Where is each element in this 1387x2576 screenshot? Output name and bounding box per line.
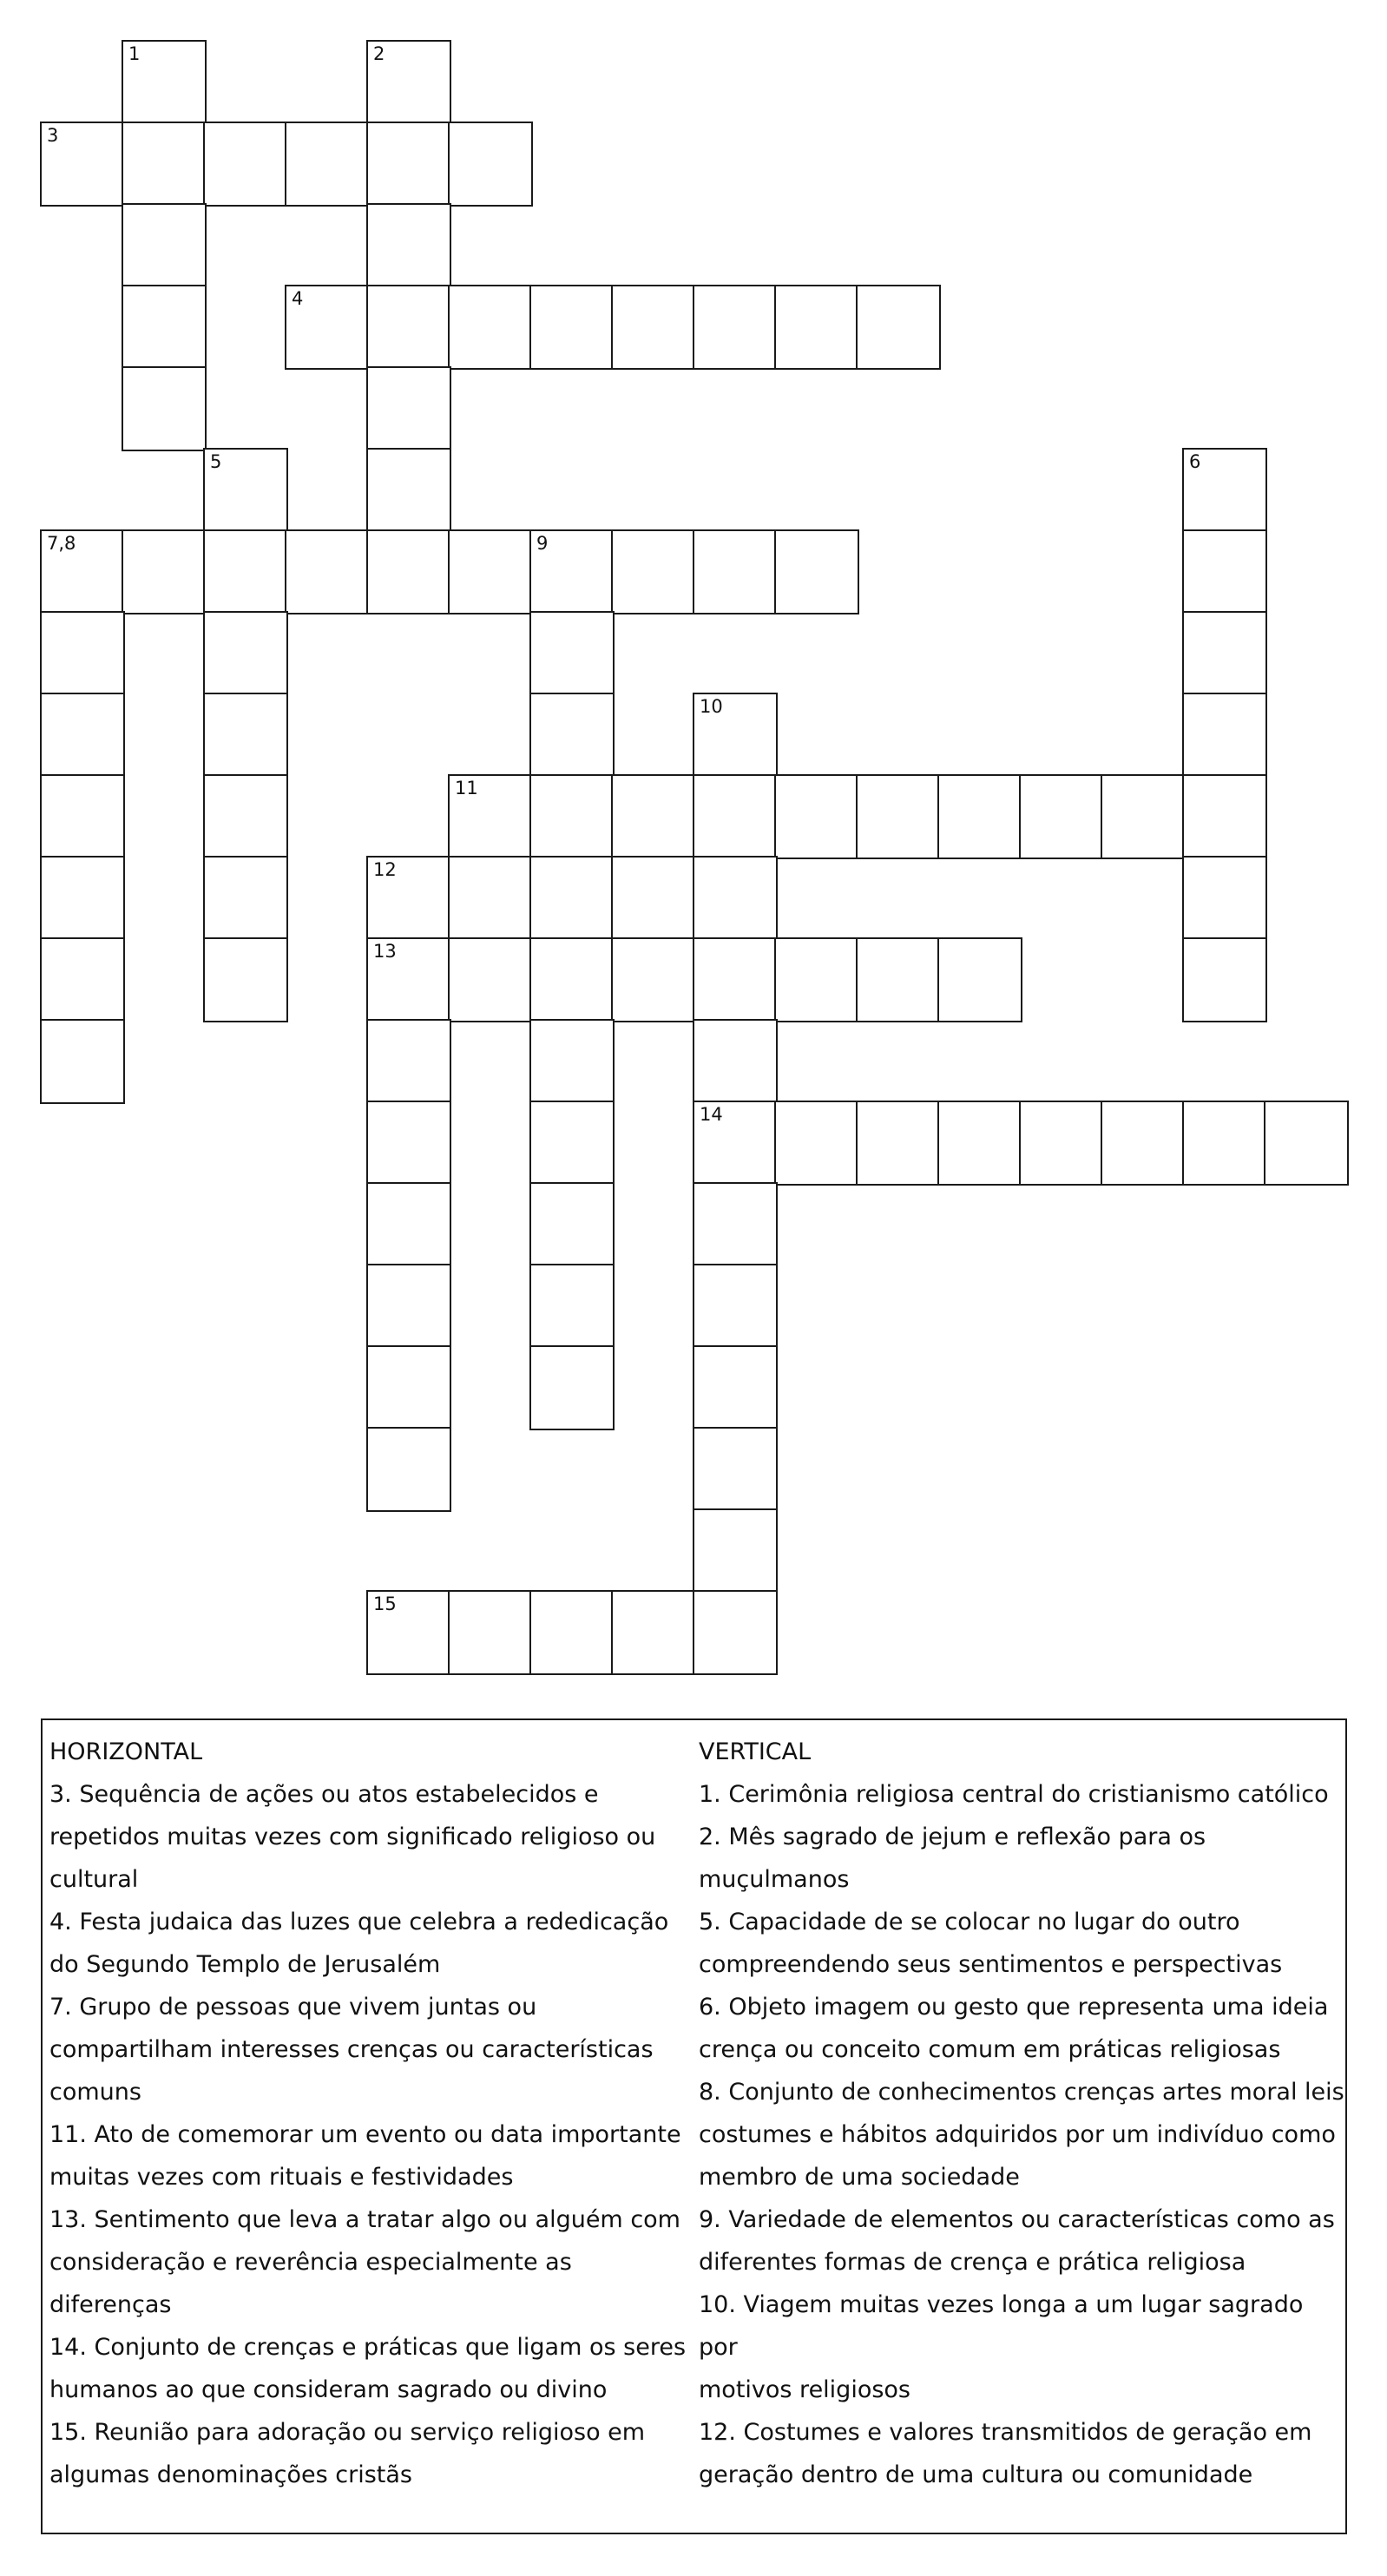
grid-cell[interactable] <box>774 285 859 370</box>
grid-cell[interactable] <box>529 693 615 778</box>
grid-cell[interactable] <box>203 774 288 859</box>
grid-cell[interactable] <box>122 285 207 370</box>
clue-number: 15 <box>373 1594 397 1614</box>
grid-cell[interactable] <box>611 937 696 1022</box>
clue-h7-line1: 7. Grupo de pessoas que vivem juntas ou <box>49 1994 537 2021</box>
clue-v12-line1: 12. Costumes e valores transmitidos de geração em <box>699 2419 1312 2446</box>
grid-cell[interactable] <box>693 1590 778 1675</box>
grid-cell[interactable] <box>529 1264 615 1349</box>
grid-cell[interactable] <box>693 285 778 370</box>
grid-cell[interactable] <box>693 1019 778 1104</box>
clue-h7-line2: compartilham interesses crenças ou características <box>49 2036 654 2063</box>
clue-number: 12 <box>373 859 397 880</box>
grid-cell[interactable] <box>693 1264 778 1349</box>
grid-cell[interactable] <box>1182 529 1267 614</box>
grid-cell[interactable] <box>203 937 288 1022</box>
grid-cell[interactable] <box>856 937 941 1022</box>
grid-cell[interactable] <box>122 529 207 614</box>
clue-number: 10 <box>700 696 723 717</box>
grid-cell[interactable] <box>1182 448 1267 533</box>
clue-h3-line3: cultural <box>49 1866 139 1893</box>
horizontal-heading: HORIZONTAL <box>49 1738 203 1765</box>
grid-cell[interactable] <box>366 366 451 451</box>
clue-v9-line1: 9. Variedade de elementos ou características como as <box>699 2206 1335 2233</box>
grid-cell[interactable] <box>611 774 696 859</box>
grid-cell[interactable] <box>40 856 125 941</box>
grid-cell[interactable] <box>366 203 451 288</box>
clue-h4-line1: 4. Festa judaica das luzes que celebra a rededicação <box>49 1909 669 1935</box>
clue-h3-line1: 3. Sequência de ações ou atos estabelecidos e <box>49 1781 599 1808</box>
grid-cell[interactable] <box>693 1101 778 1186</box>
grid-cell[interactable] <box>774 529 859 614</box>
grid-cell[interactable] <box>122 40 207 125</box>
grid-cell[interactable] <box>937 774 1022 859</box>
grid-cell[interactable] <box>40 529 125 614</box>
grid-cell[interactable] <box>529 1101 615 1186</box>
grid-cell[interactable] <box>366 1182 451 1267</box>
grid-cell[interactable] <box>448 122 533 207</box>
grid-cell[interactable] <box>1264 1101 1349 1186</box>
clue-v5-line1: 5. Capacidade de se colocar no lugar do outro <box>699 1909 1240 1935</box>
clue-h11-line2: muitas vezes com rituais e festividades <box>49 2164 514 2191</box>
grid-cell[interactable] <box>1182 856 1267 941</box>
grid-cell[interactable] <box>693 774 778 859</box>
clue-v12-line2: geração dentro de uma cultura ou comunidade <box>699 2461 1253 2488</box>
grid-cell[interactable] <box>448 1590 533 1675</box>
grid-cell[interactable] <box>529 611 615 696</box>
grid-cell[interactable] <box>529 856 615 941</box>
grid-cell[interactable] <box>693 693 778 778</box>
grid-cell[interactable] <box>366 1590 451 1675</box>
clue-v2-line2: muçulmanos <box>699 1866 850 1893</box>
grid-cell[interactable] <box>122 122 207 207</box>
grid-cell[interactable] <box>529 1590 615 1675</box>
grid-cell[interactable] <box>1101 774 1186 859</box>
grid-cell[interactable] <box>1019 1101 1104 1186</box>
grid-cell[interactable] <box>1182 1101 1267 1186</box>
clue-number: 11 <box>455 778 478 798</box>
clue-v6-line1: 6. Objeto imagem ou gesto que representa uma ideia <box>699 1994 1329 2021</box>
clue-h13-line1: 13. Sentimento que leva a tratar algo ou alguém com <box>49 2206 680 2233</box>
grid-cell[interactable] <box>40 774 125 859</box>
grid-cell[interactable] <box>366 1345 451 1430</box>
clue-h15-line1: 15. Reunião para adoração ou serviço religioso em <box>49 2419 646 2446</box>
clue-v9-line2: diferentes formas de crença e prática religiosa <box>699 2249 1246 2276</box>
clue-v8-line3: membro de uma sociedade <box>699 2164 1020 2191</box>
clue-h13-line3: diferenças <box>49 2291 172 2318</box>
grid-cell[interactable] <box>366 1101 451 1186</box>
clues-box <box>41 1718 1347 2534</box>
grid-cell[interactable] <box>448 529 533 614</box>
clue-number: 1 <box>128 43 141 64</box>
grid-cell[interactable] <box>40 937 125 1022</box>
clue-v5-line2: compreendendo seus sentimentos e perspectivas <box>699 1951 1283 1978</box>
clue-number: 9 <box>536 533 549 554</box>
grid-cell[interactable] <box>611 856 696 941</box>
grid-cell[interactable] <box>693 1182 778 1267</box>
grid-cell[interactable] <box>1019 774 1104 859</box>
grid-cell[interactable] <box>774 937 859 1022</box>
grid-cell[interactable] <box>366 122 451 207</box>
clue-h4-line2: do Segundo Templo de Jerusalém <box>49 1951 441 1978</box>
clue-v10-line1: 10. Viagem muitas vezes longa a um lugar sagrado por <box>699 2291 1304 2361</box>
clue-number: 5 <box>210 451 222 472</box>
horizontal-clues <box>49 1731 687 2496</box>
grid-cell[interactable] <box>122 366 207 451</box>
clue-v6-line2: crença ou conceito comum em práticas religiosas <box>699 2036 1281 2063</box>
clue-number: 3 <box>47 125 59 146</box>
clue-number: 6 <box>1189 451 1201 472</box>
grid-cell[interactable] <box>529 937 615 1022</box>
clue-h3-line2: repetidos muitas vezes com significado religioso ou <box>49 1824 656 1850</box>
grid-cell[interactable] <box>529 774 615 859</box>
grid-cell[interactable] <box>366 1427 451 1512</box>
grid-cell[interactable] <box>203 122 288 207</box>
grid-cell[interactable] <box>774 774 859 859</box>
grid-cell[interactable] <box>529 1345 615 1430</box>
grid-cell[interactable] <box>856 774 941 859</box>
clue-h13-line2: consideração e reverência especialmente as <box>49 2249 572 2276</box>
clue-h7-line3: comuns <box>49 2079 141 2106</box>
grid-cell[interactable] <box>366 1264 451 1349</box>
grid-cell[interactable] <box>285 529 370 614</box>
grid-cell[interactable] <box>366 448 451 533</box>
grid-cell[interactable] <box>203 448 288 533</box>
grid-cell[interactable] <box>693 1427 778 1512</box>
grid-cell[interactable] <box>366 285 451 370</box>
grid-cell[interactable] <box>448 856 533 941</box>
grid-cell[interactable] <box>856 1101 941 1186</box>
grid-cell[interactable] <box>529 285 615 370</box>
grid-cell[interactable] <box>1101 1101 1186 1186</box>
clue-v8-line1: 8. Conjunto de conhecimentos crenças artes moral leis <box>699 2079 1344 2106</box>
clue-h11-line1: 11. Ato de comemorar um evento ou data importante <box>49 2121 681 2148</box>
grid-cell[interactable] <box>529 1019 615 1104</box>
grid-cell[interactable] <box>1182 774 1267 859</box>
grid-cell[interactable] <box>40 693 125 778</box>
clue-h15-line2: algumas denominações cristãs <box>49 2461 412 2488</box>
grid-cell[interactable] <box>366 529 451 614</box>
grid-cell[interactable] <box>285 122 370 207</box>
grid-cell[interactable] <box>366 937 451 1022</box>
grid-cell[interactable] <box>1182 693 1267 778</box>
grid-cell[interactable] <box>366 1019 451 1104</box>
clue-number: 4 <box>292 288 304 309</box>
grid-cell[interactable] <box>693 1345 778 1430</box>
grid-cell[interactable] <box>529 529 615 614</box>
grid-cell[interactable] <box>203 856 288 941</box>
clue-v2-line1: 2. Mês sagrado de jejum e reflexão para os <box>699 1824 1206 1850</box>
clue-number: 14 <box>700 1104 723 1125</box>
clue-number: 2 <box>373 43 385 64</box>
grid-cell[interactable] <box>774 1101 859 1186</box>
grid-cell[interactable] <box>203 611 288 696</box>
grid-cell[interactable] <box>1182 611 1267 696</box>
clue-h14-line1: 14. Conjunto de crenças e práticas que ligam os seres <box>49 2334 687 2361</box>
grid-cell[interactable] <box>366 856 451 941</box>
grid-cell[interactable] <box>448 937 533 1022</box>
grid-cell[interactable] <box>448 774 533 859</box>
grid-cell[interactable] <box>529 1182 615 1267</box>
vertical-heading: VERTICAL <box>699 1738 812 1765</box>
clue-v10-line2: motivos religiosos <box>699 2376 910 2403</box>
grid-cell[interactable] <box>856 285 941 370</box>
grid-cell[interactable] <box>693 1508 778 1594</box>
grid-cell[interactable] <box>611 1590 696 1675</box>
grid-cell[interactable] <box>40 1019 125 1104</box>
grid-cell[interactable] <box>366 40 451 125</box>
grid-cell[interactable] <box>40 611 125 696</box>
grid-cell[interactable] <box>448 285 533 370</box>
clue-v8-line2: costumes e hábitos adquiridos por um indivíduo como <box>699 2121 1336 2148</box>
clue-h14-line2: humanos ao que consideram sagrado ou divino <box>49 2376 608 2403</box>
grid-cell[interactable] <box>122 203 207 288</box>
vertical-clues <box>699 1731 1345 2496</box>
grid-cell[interactable] <box>40 122 125 207</box>
clue-number: 13 <box>373 941 397 962</box>
grid-cell[interactable] <box>611 285 696 370</box>
grid-cell[interactable] <box>1182 937 1267 1022</box>
grid-cell[interactable] <box>203 693 288 778</box>
grid-cell[interactable] <box>285 285 370 370</box>
grid-cell[interactable] <box>611 529 696 614</box>
grid-cell[interactable] <box>693 529 778 614</box>
clue-number: 7,8 <box>47 533 76 554</box>
grid-cell[interactable] <box>203 529 288 614</box>
grid-cell[interactable] <box>937 937 1022 1022</box>
grid-cell[interactable] <box>937 1101 1022 1186</box>
grid-cell[interactable] <box>693 856 778 941</box>
grid-cell[interactable] <box>693 937 778 1022</box>
clue-v1-line1: 1. Cerimônia religiosa central do cristianismo católico <box>699 1781 1329 1808</box>
